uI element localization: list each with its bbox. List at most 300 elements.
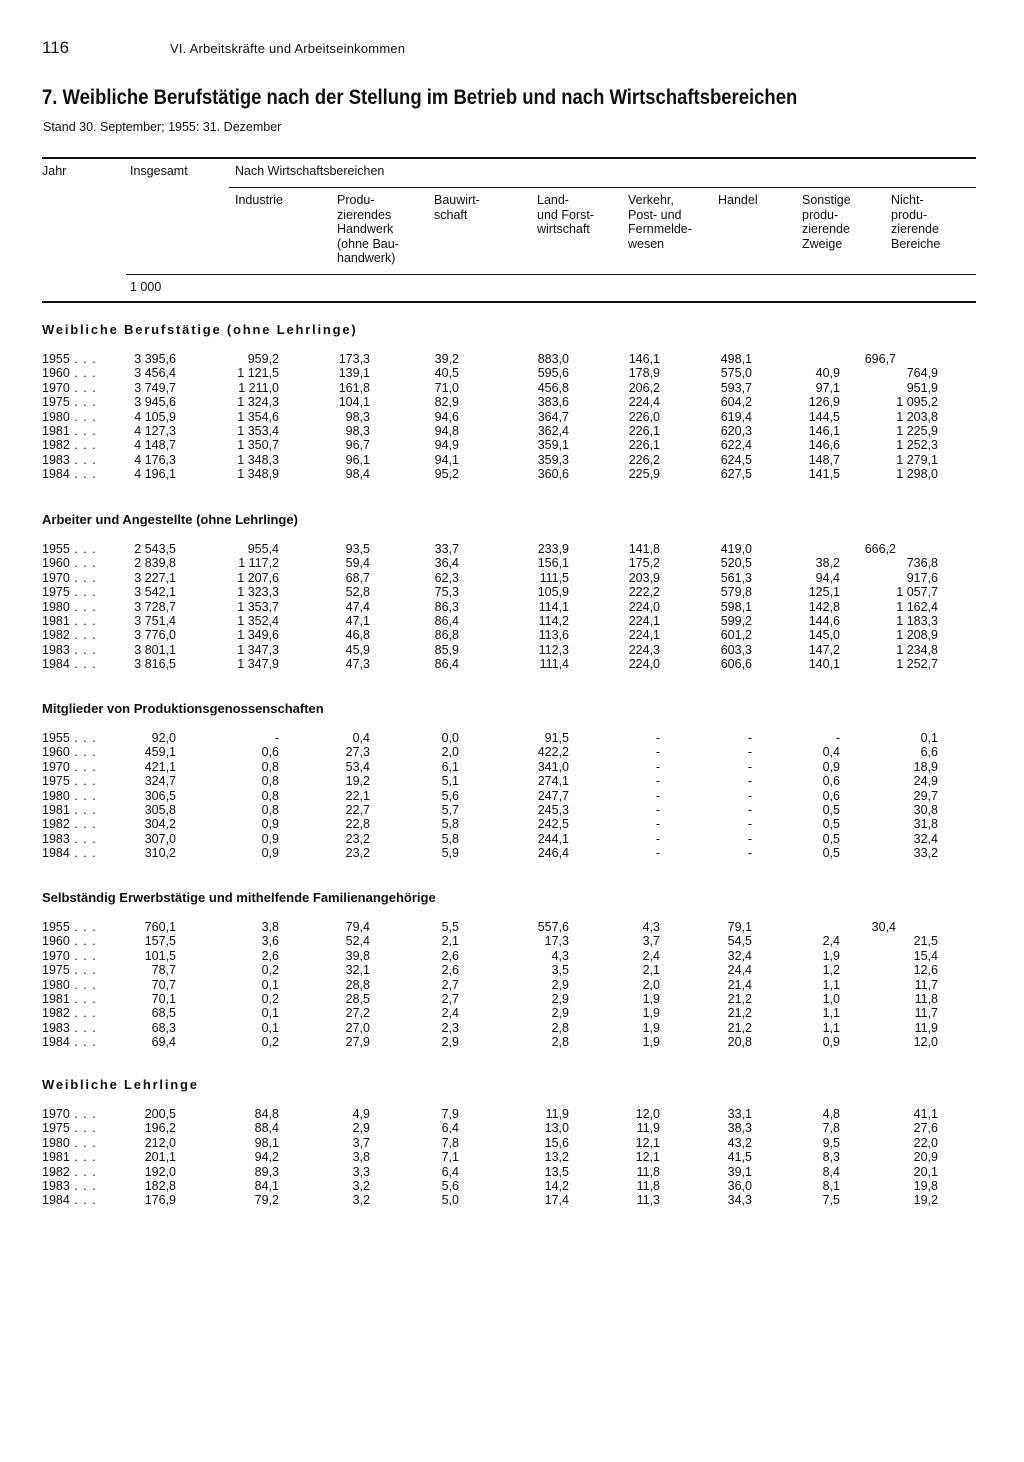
cell-ver: 224,0: [628, 599, 660, 614]
table-row: [0, 628, 1024, 643]
cell-hw: 52,4: [345, 934, 370, 949]
year-cell: [42, 352, 97, 367]
cell-han: 21,2: [727, 992, 752, 1006]
cell-han: 33,1: [727, 1107, 752, 1121]
cell-land: 114,2: [538, 614, 569, 628]
cell-han: -: [747, 759, 752, 774]
cell-han: 520,5: [720, 556, 752, 571]
cell-nicht: 951,9: [906, 380, 938, 395]
cell-land: 233,9: [537, 542, 569, 556]
cell-land: 595,6: [537, 366, 569, 381]
year-value: 1984: [42, 1035, 70, 1050]
cell-land: 247,7: [537, 788, 569, 803]
cell-combined-sonstige-nicht: 30,4: [871, 920, 896, 934]
year-cell: [42, 542, 97, 557]
header-nach-wirtschaftsbereichen: Nach Wirtschaftsbereichen: [235, 164, 385, 178]
cell-hw: 47,1: [345, 614, 370, 628]
cell-land: 13,2: [544, 1150, 569, 1165]
cell-han: 593,7: [720, 380, 752, 395]
cell-bau: 94,9: [434, 438, 459, 453]
cell-son: 2,4: [822, 934, 840, 949]
cell-ins: 3 456,4: [134, 366, 176, 381]
cell-nicht: 0,1: [920, 731, 938, 745]
cell-ind: 0,9: [261, 846, 279, 861]
cell-ind: 2,6: [261, 948, 279, 963]
year-value: 1980: [42, 977, 70, 992]
cell-nicht: 31,8: [913, 817, 938, 832]
cell-land: 359,3: [537, 452, 569, 467]
cell-hw: 3,3: [352, 1164, 370, 1179]
cell-land: 111,5: [539, 570, 569, 585]
cell-bau: 94,6: [434, 409, 459, 424]
cell-ind: 955,4: [247, 542, 279, 556]
cell-ins: 68,5: [151, 1006, 176, 1021]
cell-nicht: 20,1: [913, 1164, 938, 1179]
cell-ins: 305,8: [144, 803, 176, 817]
cell-han: 601,2: [720, 628, 752, 643]
cell-hw: 46,8: [345, 628, 370, 643]
cell-ind: 0,2: [261, 992, 279, 1006]
year-dots: . . .: [69, 409, 97, 424]
cell-ins: 70,1: [151, 992, 176, 1006]
cell-son: 0,5: [822, 817, 840, 832]
cell-son: 142,8: [808, 599, 840, 614]
year-cell: [42, 438, 97, 453]
cell-ver: 175,2: [628, 556, 660, 571]
cell-bau: 5,6: [441, 788, 459, 803]
cell-ver: 203,9: [628, 570, 660, 585]
year-cell: [42, 1136, 97, 1151]
cell-son: 94,4: [815, 570, 840, 585]
cell-ind: 1 352,4: [237, 614, 279, 628]
cell-son: 146,6: [808, 438, 840, 453]
cell-nicht: 11,7: [914, 977, 938, 992]
table-row: [0, 352, 1024, 367]
cell-ins: 212,0: [144, 1135, 176, 1150]
year-cell: [42, 1035, 97, 1050]
cell-son: 38,2: [815, 556, 840, 571]
year-dots: . . .: [69, 948, 97, 963]
cell-ins: 192,0: [144, 1164, 176, 1179]
year-dots: . . .: [69, 831, 97, 846]
cell-ind: 1 117,2: [238, 556, 279, 571]
year-value: 1983: [42, 452, 70, 467]
cell-bau: 2,0: [441, 745, 459, 760]
year-dots: . . .: [69, 977, 97, 992]
cell-ver: -: [655, 774, 660, 789]
cell-hw: 139,1: [338, 366, 370, 381]
cell-nicht: 19,8: [913, 1179, 938, 1193]
year-cell: [42, 453, 97, 468]
cell-ver: 226,1: [628, 438, 660, 453]
cell-hw: 96,1: [345, 452, 370, 467]
section-title: Selbständig Erwerbstätige und mithelfende Familienangehörige: [42, 890, 436, 905]
year-dots: . . .: [69, 395, 97, 410]
cell-bau: 2,3: [441, 1020, 459, 1035]
cell-ver: -: [655, 831, 660, 846]
year-value: 1970: [42, 380, 70, 395]
cell-ver: -: [655, 788, 660, 803]
cell-han: -: [747, 774, 752, 789]
cell-bau: 2,6: [441, 963, 459, 978]
cell-ver: 1,9: [642, 1006, 660, 1021]
year-value: 1975: [42, 395, 70, 410]
year-cell: [42, 789, 97, 804]
cell-nicht: 1 095,2: [896, 395, 938, 410]
cell-hw: 28,5: [345, 992, 370, 1006]
year-cell: [42, 657, 97, 672]
year-cell: [42, 571, 97, 586]
year-cell: [42, 381, 97, 396]
table-title: 7. Weibliche Berufstätige nach der Stellung im Betrieb und nach Wirtschaftsbereichen: [42, 86, 798, 109]
year-value: 1980: [42, 599, 70, 614]
year-dots: . . .: [69, 467, 97, 482]
cell-nicht: 1 183,3: [896, 614, 938, 628]
year-cell: [42, 1121, 97, 1136]
cell-ins: 69,4: [151, 1035, 176, 1050]
cell-hw: 0,4: [352, 731, 370, 745]
year-value: 1970: [42, 759, 70, 774]
year-cell: [42, 992, 97, 1007]
cell-bau: 33,7: [434, 542, 459, 556]
cell-hw: 28,8: [345, 977, 370, 992]
cell-bau: 39,2: [434, 352, 459, 366]
year-dots: . . .: [69, 614, 97, 628]
year-value: 1980: [42, 1135, 70, 1150]
cell-son: 1,9: [822, 948, 840, 963]
year-cell: [42, 817, 97, 832]
year-value: 1982: [42, 817, 70, 832]
cell-son: 147,2: [808, 642, 840, 657]
cell-ver: 2,1: [642, 963, 660, 978]
cell-ins: 3 945,6: [134, 395, 176, 410]
cell-ver: 1,9: [642, 992, 660, 1006]
cell-hw: 104,1: [338, 395, 370, 410]
cell-son: 0,6: [822, 774, 840, 789]
year-dots: . . .: [69, 788, 97, 803]
cell-bau: 86,8: [434, 628, 459, 643]
cell-bau: 2,6: [441, 948, 459, 963]
cell-ind: 0,2: [261, 963, 279, 978]
cell-hw: 4,9: [352, 1107, 370, 1121]
year-cell: [42, 424, 97, 439]
cell-land: 362,4: [537, 424, 569, 438]
cell-son: -: [835, 731, 840, 745]
year-dots: . . .: [69, 570, 97, 585]
cell-ins: 70,7: [151, 977, 176, 992]
year-dots: . . .: [69, 731, 97, 745]
table-row: [0, 1121, 1024, 1136]
cell-ver: 3,7: [642, 934, 660, 949]
year-cell: [42, 1021, 97, 1036]
cell-bau: 94,8: [434, 424, 459, 438]
cell-ins: 3 227,1: [134, 570, 176, 585]
cell-ins: 182,8: [144, 1179, 176, 1193]
cell-ins: 200,5: [144, 1107, 176, 1121]
cell-ind: 1 211,0: [238, 380, 279, 395]
cell-ver: 225,9: [628, 467, 660, 482]
cell-ins: 157,5: [144, 934, 176, 949]
cell-land: 274,1: [537, 774, 569, 789]
cell-ver: 11,8: [636, 1179, 660, 1193]
cell-bau: 86,4: [434, 657, 459, 672]
year-dots: . . .: [69, 352, 97, 366]
cell-son: 1,1: [822, 1006, 840, 1021]
year-dots: . . .: [69, 1164, 97, 1179]
year-value: 1983: [42, 1020, 70, 1035]
table-row: [0, 846, 1024, 861]
cell-nicht: 1 225,9: [896, 424, 938, 438]
cell-hw: 22,7: [345, 803, 370, 817]
cell-ind: 0,9: [261, 831, 279, 846]
cell-ins: 459,1: [144, 745, 176, 760]
year-value: 1983: [42, 831, 70, 846]
year-dots: . . .: [69, 1179, 97, 1193]
cell-bau: 6,4: [441, 1121, 459, 1136]
cell-bau: 7,1: [441, 1150, 459, 1165]
year-cell: [42, 1150, 97, 1165]
cell-ver: 226,2: [628, 452, 660, 467]
cell-son: 9,5: [822, 1135, 840, 1150]
cell-son: 7,5: [822, 1193, 840, 1208]
cell-land: 422,2: [537, 745, 569, 760]
cell-son: 97,1: [815, 380, 840, 395]
cell-ver: 12,1: [635, 1135, 660, 1150]
year-value: 1981: [42, 992, 70, 1006]
cell-ind: 0,8: [261, 774, 279, 789]
cell-land: 2,9: [551, 992, 569, 1006]
cell-land: 364,7: [537, 409, 569, 424]
year-value: 1970: [42, 1107, 70, 1121]
year-value: 1981: [42, 424, 70, 438]
year-dots: . . .: [69, 992, 97, 1006]
cell-hw: 3,8: [352, 1150, 370, 1165]
year-dots: . . .: [69, 642, 97, 657]
cell-ind: 88,4: [254, 1121, 279, 1136]
cell-hw: 47,4: [345, 599, 370, 614]
cell-ind: 89,3: [254, 1164, 279, 1179]
cell-land: 114,1: [538, 599, 569, 614]
cell-nicht: 1 162,4: [896, 599, 938, 614]
cell-hw: 39,8: [345, 948, 370, 963]
year-value: 1982: [42, 438, 70, 453]
cell-ins: 4 176,3: [134, 452, 176, 467]
cell-nicht: 11,8: [914, 992, 938, 1006]
table-row: [0, 1150, 1024, 1165]
year-cell: [42, 600, 97, 615]
table-row: [0, 1136, 1024, 1151]
cell-ins: 3 728,7: [134, 599, 176, 614]
cell-nicht: 20,9: [913, 1150, 938, 1165]
cell-hw: 47,3: [345, 657, 370, 672]
cell-nicht: 1 279,1: [896, 452, 938, 467]
cell-ins: 324,7: [144, 774, 176, 789]
cell-son: 141,5: [808, 467, 840, 482]
cell-land: 13,5: [544, 1164, 569, 1179]
cell-land: 156,1: [537, 556, 569, 571]
year-value: 1975: [42, 774, 70, 789]
year-dots: . . .: [69, 599, 97, 614]
cell-han: 599,2: [720, 614, 752, 628]
cell-ind: 0,1: [261, 1006, 279, 1021]
cell-nicht: 21,5: [913, 934, 938, 949]
top-rule: [42, 157, 976, 159]
table-row: [0, 643, 1024, 658]
year-dots: . . .: [69, 1193, 97, 1208]
table-row: [0, 789, 1024, 804]
cell-ins: 2 839,8: [134, 556, 176, 571]
table-row: [0, 366, 1024, 381]
year-cell: [42, 1006, 97, 1021]
year-value: 1960: [42, 556, 70, 571]
year-dots: . . .: [69, 745, 97, 760]
year-dots: . . .: [69, 452, 97, 467]
header-land-forst: Land- und Forst- wirtschaft: [537, 193, 594, 236]
cell-son: 0,5: [822, 803, 840, 817]
cell-nicht: 22,0: [913, 1135, 938, 1150]
section-title: Mitglieder von Produktionsgenossenschaften: [42, 701, 324, 716]
cell-bau: 94,1: [434, 452, 459, 467]
cell-land: 2,8: [551, 1020, 569, 1035]
year-cell: [42, 614, 97, 629]
year-cell: [42, 556, 97, 571]
year-value: 1982: [42, 628, 70, 643]
cell-hw: 45,9: [345, 642, 370, 657]
cell-ins: 196,2: [144, 1121, 176, 1136]
cell-ver: 226,0: [628, 409, 660, 424]
cell-bau: 5,5: [441, 920, 459, 934]
cell-nicht: 18,9: [913, 759, 938, 774]
cell-son: 40,9: [815, 366, 840, 381]
cell-land: 112,3: [538, 642, 569, 657]
cell-ins: 3 816,5: [134, 657, 176, 672]
cell-ind: 959,2: [247, 352, 279, 366]
cell-han: 603,3: [720, 642, 752, 657]
table-row: [0, 817, 1024, 832]
cell-han: 79,1: [727, 920, 752, 934]
cell-land: 3,5: [551, 963, 569, 978]
cell-son: 146,1: [808, 424, 840, 438]
year-value: 1960: [42, 934, 70, 949]
cell-ind: 84,1: [254, 1179, 279, 1193]
table-row: [0, 571, 1024, 586]
cell-han: 32,4: [727, 948, 752, 963]
cell-hw: 161,8: [338, 380, 370, 395]
year-value: 1980: [42, 409, 70, 424]
year-dots: . . .: [69, 438, 97, 453]
year-cell: [42, 934, 97, 949]
cell-bau: 82,9: [434, 395, 459, 410]
cell-han: 498,1: [720, 352, 752, 366]
cell-han: 619,4: [720, 409, 752, 424]
table-row: [0, 1107, 1024, 1122]
cell-land: 246,4: [537, 846, 569, 861]
cell-land: 17,3: [544, 934, 569, 949]
cell-ind: 0,6: [261, 745, 279, 760]
cell-ins: 421,1: [144, 759, 176, 774]
cell-ver: 11,9: [636, 1121, 660, 1136]
cell-nicht: 32,4: [913, 831, 938, 846]
cell-han: -: [747, 731, 752, 745]
cell-ind: 3,8: [261, 920, 279, 934]
cell-ver: -: [655, 745, 660, 760]
table-row: [0, 760, 1024, 775]
header-industrie: Industrie: [235, 193, 283, 207]
cell-ver: 4,3: [642, 920, 660, 934]
cell-hw: 23,2: [345, 846, 370, 861]
year-cell: [42, 745, 97, 760]
cell-ind: 0,8: [261, 788, 279, 803]
cell-bau: 5,7: [441, 803, 459, 817]
cell-ind: 1 350,7: [237, 438, 279, 453]
cell-ind: 1 349,6: [237, 628, 279, 643]
year-dots: . . .: [69, 803, 97, 817]
cell-nicht: 12,0: [913, 1035, 938, 1050]
year-cell: [42, 760, 97, 775]
cell-land: 383,6: [537, 395, 569, 410]
group-rule: [229, 187, 976, 188]
cell-ver: -: [655, 803, 660, 817]
cell-ver: 2,4: [642, 948, 660, 963]
cell-han: 41,5: [727, 1150, 752, 1165]
header-bottom-rule: [42, 301, 976, 303]
cell-hw: 98,4: [345, 467, 370, 482]
cell-son: 145,0: [808, 628, 840, 643]
cell-bau: 0,0: [441, 731, 459, 745]
cell-han: 21,2: [727, 1020, 752, 1035]
cell-hw: 93,5: [345, 542, 370, 556]
cell-nicht: 1 203,8: [896, 409, 938, 424]
cell-land: 2,8: [551, 1035, 569, 1050]
cell-han: 34,3: [727, 1193, 752, 1208]
cell-han: 54,5: [727, 934, 752, 949]
cell-bau: 2,4: [441, 1006, 459, 1021]
cell-ins: 3 542,1: [134, 585, 176, 600]
cell-bau: 5,8: [441, 817, 459, 832]
header-handel: Handel: [718, 193, 758, 207]
cell-hw: 68,7: [345, 570, 370, 585]
cell-bau: 2,7: [441, 977, 459, 992]
cell-ins: 760,1: [144, 920, 176, 934]
year-dots: . . .: [69, 424, 97, 438]
year-dots: . . .: [69, 1035, 97, 1050]
cell-son: 8,4: [822, 1164, 840, 1179]
cell-hw: 53,4: [345, 759, 370, 774]
cell-land: 883,0: [537, 352, 569, 366]
cell-ins: 68,3: [151, 1020, 176, 1035]
table-row: [0, 832, 1024, 847]
table-row: [0, 395, 1024, 410]
year-cell: [42, 643, 97, 658]
cell-ind: 1 353,4: [237, 424, 279, 438]
year-value: 1955: [42, 352, 70, 366]
cell-ver: 1,9: [642, 1020, 660, 1035]
cell-ver: 178,9: [628, 366, 660, 381]
cell-land: 2,9: [551, 977, 569, 992]
cell-han: -: [747, 831, 752, 846]
cell-ind: 0,2: [261, 1035, 279, 1050]
year-value: 1960: [42, 366, 70, 381]
cell-son: 1,1: [822, 977, 840, 992]
table-row: [0, 556, 1024, 571]
year-value: 1970: [42, 948, 70, 963]
cell-han: 20,8: [727, 1035, 752, 1050]
cell-land: 2,9: [551, 1006, 569, 1021]
cell-han: 620,3: [720, 424, 752, 438]
cell-nicht: 764,9: [906, 366, 938, 381]
table-row: [0, 542, 1024, 557]
cell-ins: 3 751,4: [134, 614, 176, 628]
